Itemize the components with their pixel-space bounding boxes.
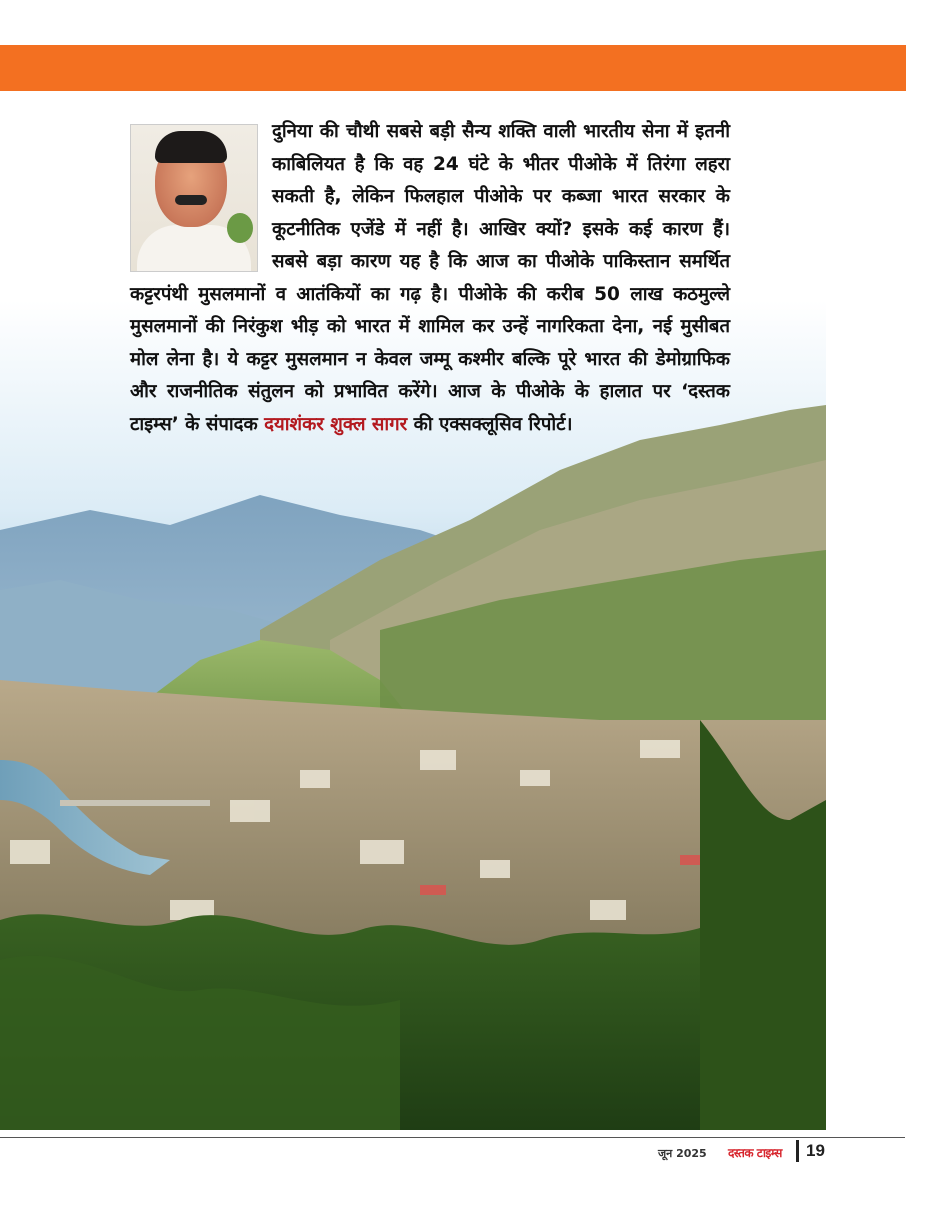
intro-text-end: की एक्सक्लूसिव रिपोर्ट। [407, 413, 573, 435]
page-number: 19 [806, 1141, 825, 1160]
footer-date: जून 2025 [658, 1147, 707, 1160]
intro-text: दुनिया की चौथी सबसे बड़ी सैन्य शक्ति वाली भारतीय सेना में इतनी काबिलियत है कि वह 24 घंटे के भीतर पीओके में तिरंगा लहरा सकती है, लेकिन फिलहाल पीओके पर कब्जा भारत सरकार के कूटनीतिक एजेंडे में नहीं है। आखिर क्यों? इसके कई कारण हैं। सबसे बड़ा कारण यह है कि आज का पीओके पाकिस्तान समर्थित कट्टरपंथी मुसलमानों व आतंकियों का गढ़ है। पीओके की करीब 50 लाख कठमुल्ले मुसलमानों की निरंकुश भीड़ को भारत में शामिल कर उन्हें नागरिकता देना, नई मुसीबत मोल लेना है। ये कट्टर मुसलमान न केवल जम्मू कश्मीर बल्कि पूरे भारत की डेमोग्राफिक और राजनीतिक संतुलन को प्रभावित करेंगे। आज के पीओके के हालात पर ‘दस्तक टाइम्स’ के संपादक [130, 121, 730, 435]
author-name: दयाशंकर शुक्ल सागर [264, 413, 408, 435]
footer-divider [0, 1137, 905, 1138]
top-color-band [0, 45, 906, 91]
author-photo [130, 124, 258, 272]
footer-separator [796, 1140, 799, 1162]
footer-brand-logo: दस्तक टाइम्स [728, 1146, 782, 1160]
article-intro [130, 116, 730, 441]
